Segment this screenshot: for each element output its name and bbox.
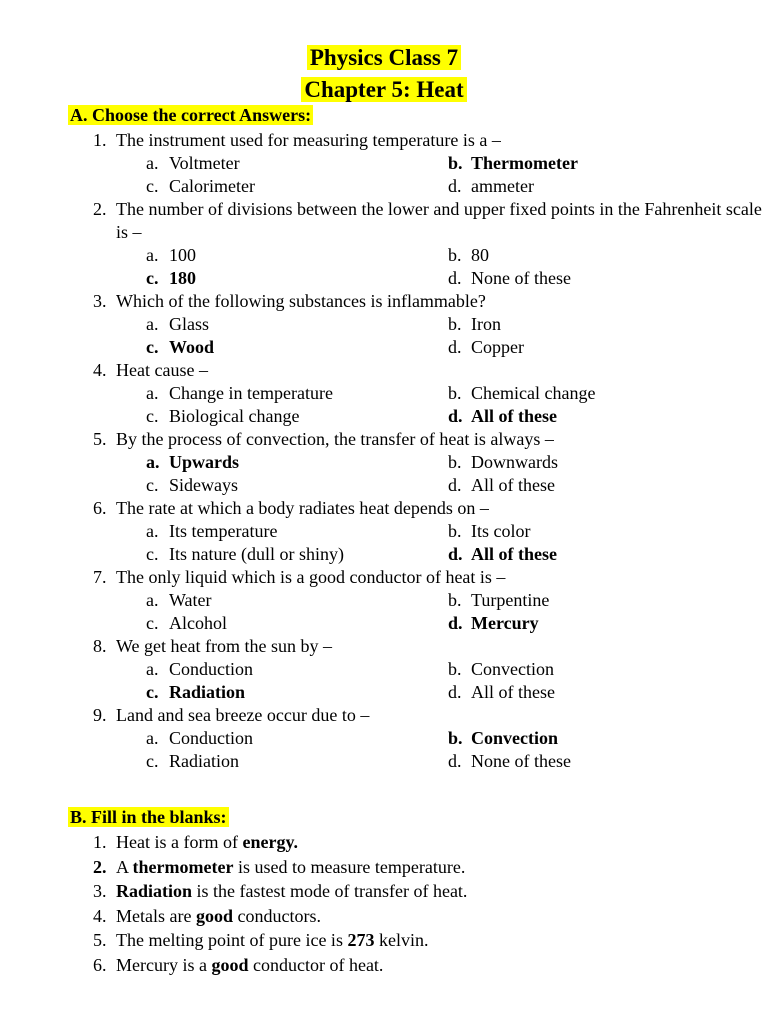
- option-letter: a.: [146, 521, 159, 541]
- sentence-text: conductor of heat.: [248, 954, 384, 975]
- correct-option: [448, 727, 558, 750]
- option: [448, 589, 549, 612]
- option-text: All of these: [471, 406, 557, 426]
- section-a-heading: [68, 104, 313, 126]
- option-row: [0, 152, 768, 175]
- item-number: 1.: [93, 832, 107, 852]
- question-number: 1.: [93, 130, 107, 150]
- section-b-heading-text: B. Fill in the blanks:: [70, 807, 227, 827]
- option-text: None of these: [471, 268, 571, 288]
- option-text: Its nature (dull or shiny): [169, 544, 344, 564]
- question-text: Which of the following substances is inflammable?: [116, 291, 486, 311]
- option-letter: b.: [448, 383, 462, 403]
- option-text: Conduction: [169, 728, 253, 748]
- option: [146, 612, 227, 635]
- answer-text: energy.: [242, 832, 298, 852]
- question-item: [0, 428, 768, 497]
- option-letter: b.: [448, 245, 462, 265]
- option-text: Its temperature: [169, 521, 278, 541]
- option: [448, 267, 571, 290]
- question-text-block: [0, 704, 768, 727]
- sentence-text: kelvin.: [374, 930, 429, 950]
- question-text-block: [0, 635, 768, 658]
- question-number: 5.: [93, 429, 107, 449]
- option-letter: b.: [448, 153, 463, 173]
- option-letter: a.: [146, 153, 159, 173]
- question-text: The rate at which a body radiates heat depends on –: [116, 498, 489, 518]
- question-text: Heat cause –: [116, 360, 208, 380]
- option: [146, 474, 238, 497]
- option-row: [0, 543, 768, 566]
- option: [448, 313, 501, 336]
- fill-blank-item: [0, 879, 768, 904]
- option-text: Conduction: [169, 659, 253, 679]
- option-letter: c.: [146, 337, 159, 357]
- option-row: [0, 313, 768, 336]
- option-text: None of these: [471, 751, 571, 771]
- option-letter: b.: [448, 659, 462, 679]
- option-text: Convection: [471, 659, 554, 679]
- option-text: Sideways: [169, 475, 238, 495]
- question-item: [0, 290, 768, 359]
- question-text: We get heat from the sun by –: [116, 636, 332, 656]
- fill-blank-item: [0, 855, 768, 880]
- question-item: [0, 704, 768, 773]
- option: [146, 152, 240, 175]
- question-item: [0, 129, 768, 198]
- fill-blank-item: [0, 953, 768, 978]
- option-text: Convection: [471, 728, 558, 748]
- option-row: [0, 267, 768, 290]
- option-text: Turpentine: [471, 590, 550, 610]
- question-number: 7.: [93, 567, 107, 587]
- correct-option: [146, 451, 239, 474]
- option-row: [0, 336, 768, 359]
- option: [146, 750, 239, 773]
- answer-text: good: [211, 954, 249, 975]
- option-row: [0, 681, 768, 704]
- option-letter: c.: [146, 613, 159, 633]
- option-letter: d.: [448, 682, 462, 702]
- question-text: The number of divisions between the lower and upper fixed points in the Fahrenheit scale is –: [116, 199, 762, 242]
- option: [146, 727, 253, 750]
- answer-text: 273: [347, 930, 375, 950]
- option-letter: a.: [146, 728, 159, 748]
- question-text: The only liquid which is a good conductor of heat is –: [116, 567, 506, 587]
- sentence-text: conductors.: [232, 905, 321, 926]
- sentence-text: Metals are: [116, 905, 196, 926]
- option-letter: c.: [146, 544, 159, 564]
- document-title: [0, 42, 768, 106]
- option-letter: d.: [448, 176, 462, 196]
- question-number: 6.: [93, 498, 107, 518]
- option-letter: a.: [146, 245, 159, 265]
- option-letter: d.: [448, 268, 462, 288]
- title-text-2: Chapter 5: Heat: [301, 77, 466, 102]
- section-a-heading-text: A. Choose the correct Answers:: [70, 105, 312, 125]
- option: [448, 451, 558, 474]
- question-text-block: [0, 198, 768, 244]
- fill-blank-item: [0, 830, 768, 855]
- question-item: [0, 198, 768, 290]
- question-number: 9.: [93, 705, 107, 725]
- option: [448, 382, 595, 405]
- option-text: Wood: [169, 337, 215, 357]
- option: [448, 474, 555, 497]
- option-letter: c.: [146, 406, 159, 426]
- option-text: Radiation: [169, 751, 239, 771]
- item-number: 5.: [93, 930, 107, 950]
- option-text: All of these: [471, 544, 557, 564]
- item-number: 4.: [93, 905, 107, 926]
- sentence-text: The melting point of pure ice is: [116, 930, 348, 950]
- option: [448, 658, 554, 681]
- question-text-block: [0, 566, 768, 589]
- option-letter: d.: [448, 475, 462, 495]
- answer-text: Radiation: [116, 881, 193, 901]
- option-letter: b.: [448, 314, 462, 334]
- option-letter: c.: [146, 176, 159, 196]
- option-row: [0, 520, 768, 543]
- option-letter: a.: [146, 383, 159, 403]
- fill-blanks-list: [0, 830, 768, 977]
- option-text: All of these: [471, 682, 555, 702]
- question-item: [0, 359, 768, 428]
- option: [448, 336, 524, 359]
- answer-text: good: [195, 905, 233, 926]
- question-text-block: [0, 428, 768, 451]
- sentence-text: Heat is a form of: [116, 832, 243, 852]
- correct-option: [448, 612, 539, 635]
- fill-blank-item: [0, 904, 768, 929]
- answer-text: thermometer: [132, 856, 234, 877]
- option: [146, 175, 255, 198]
- correct-option: [146, 336, 214, 359]
- correct-option: [448, 405, 557, 428]
- option-letter: d.: [448, 544, 463, 564]
- option-text: Its color: [471, 521, 531, 541]
- question-text-block: [0, 497, 768, 520]
- option-letter: c.: [146, 268, 159, 288]
- option: [146, 520, 277, 543]
- option-text: Water: [169, 590, 212, 610]
- correct-option: [146, 681, 245, 704]
- option-text: 80: [471, 245, 489, 265]
- section-b-heading: [68, 806, 229, 828]
- option-row: [0, 451, 768, 474]
- question-text-block: [0, 290, 768, 313]
- option-text: Thermometer: [471, 153, 578, 173]
- correct-option: [146, 267, 196, 290]
- title-line-2: [0, 74, 768, 106]
- option-text: Chemical change: [471, 383, 596, 403]
- option: [146, 313, 209, 336]
- option-text: 180: [169, 268, 196, 288]
- sentence-text: is used to measure temperature.: [233, 856, 466, 877]
- correct-option: [448, 152, 578, 175]
- option: [146, 589, 212, 612]
- option-text: Upwards: [169, 452, 240, 472]
- item-number: 6.: [93, 954, 107, 975]
- option-text: Change in temperature: [169, 383, 333, 403]
- option-letter: c.: [146, 682, 159, 702]
- option-letter: c.: [146, 475, 159, 495]
- question-item: [0, 566, 768, 635]
- option-letter: a.: [146, 314, 159, 334]
- question-text-block: [0, 359, 768, 382]
- fill-blank-item: [0, 928, 768, 953]
- option-row: [0, 589, 768, 612]
- title-line-1: [0, 42, 768, 74]
- question-number: 8.: [93, 636, 107, 656]
- option-text: ammeter: [471, 176, 534, 196]
- option-letter: b.: [448, 521, 462, 541]
- item-number: 3.: [93, 881, 107, 901]
- option-letter: d.: [448, 337, 462, 357]
- option-row: [0, 244, 768, 267]
- question-text: By the process of convection, the transfer of heat is always –: [116, 429, 554, 449]
- title-text-1: Physics Class 7: [307, 45, 461, 70]
- option: [146, 382, 333, 405]
- question-text: The instrument used for measuring temperature is a –: [116, 130, 501, 150]
- option-row: [0, 474, 768, 497]
- option-row: [0, 658, 768, 681]
- question-number: 4.: [93, 360, 107, 380]
- option-letter: d.: [448, 751, 462, 771]
- option-row: [0, 175, 768, 198]
- option-text: Mercury: [471, 613, 539, 633]
- option: [146, 244, 196, 267]
- option-text: Glass: [169, 314, 209, 334]
- option-row: [0, 382, 768, 405]
- option-letter: a.: [146, 452, 160, 472]
- option-text: Voltmeter: [169, 153, 240, 173]
- option-row: [0, 405, 768, 428]
- option-row: [0, 750, 768, 773]
- option-row: [0, 727, 768, 750]
- question-item: [0, 497, 768, 566]
- option-text: Copper: [471, 337, 524, 357]
- option: [448, 175, 534, 198]
- option: [448, 750, 571, 773]
- question-number: 2.: [93, 199, 107, 219]
- option-text: Alcohol: [169, 613, 227, 633]
- option: [448, 244, 489, 267]
- option-text: Calorimeter: [169, 176, 255, 196]
- item-number: 2.: [93, 856, 107, 877]
- option: [146, 658, 253, 681]
- option-text: All of these: [471, 475, 555, 495]
- option-text: Iron: [471, 314, 501, 334]
- option: [146, 405, 299, 428]
- option-letter: b.: [448, 452, 462, 472]
- option-row: [0, 612, 768, 635]
- option: [146, 543, 344, 566]
- option: [448, 681, 555, 704]
- question-list: [0, 129, 768, 773]
- option: [448, 520, 530, 543]
- option-letter: a.: [146, 659, 159, 679]
- sentence-text: Mercury is a: [116, 954, 212, 975]
- sentence-text: is the fastest mode of transfer of heat.: [192, 881, 468, 901]
- option-letter: b.: [448, 590, 462, 610]
- sentence-text: A: [116, 856, 133, 877]
- option-letter: d.: [448, 613, 463, 633]
- question-text-block: [0, 129, 768, 152]
- correct-option: [448, 543, 557, 566]
- option-letter: a.: [146, 590, 159, 610]
- question-number: 3.: [93, 291, 107, 311]
- option-text: 100: [169, 245, 196, 265]
- question-item: [0, 635, 768, 704]
- option-letter: d.: [448, 406, 463, 426]
- option-text: Biological change: [169, 406, 300, 426]
- option-text: Downwards: [471, 452, 558, 472]
- question-text: Land and sea breeze occur due to –: [116, 705, 370, 725]
- option-text: Radiation: [169, 682, 246, 702]
- option-letter: b.: [448, 728, 463, 748]
- option-letter: c.: [146, 751, 159, 771]
